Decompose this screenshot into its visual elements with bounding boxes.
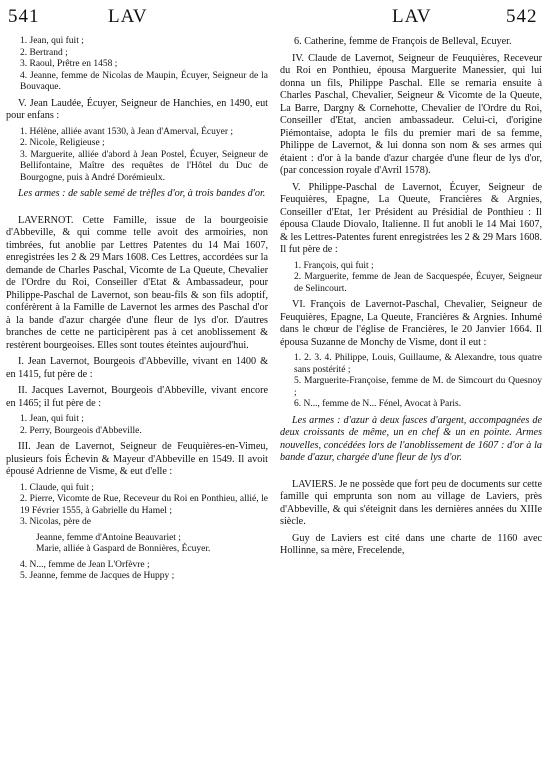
left-column — [6, 36, 268, 764]
children-list-c — [6, 414, 268, 437]
arms-paragraph: Les armes : de sable semé de trèfles d'or, à trois bandes d'or. — [18, 188, 266, 199]
list-item: 2. Perry, Bourgeois d'Abbeville. — [20, 425, 142, 436]
list-item: 6. N..., femme de N... Fénel, Avocat à Paris. — [294, 399, 462, 409]
right-page-number: 542 — [506, 6, 538, 27]
list-item: 1. Hélène, alliée avant 1530, à Jean d'Amerval, Écuyer ; — [20, 126, 233, 137]
generation-iii: III. Jean de Lavernot, Seigneur de Feuquières-en-Vimeu, plusieurs fois Échevin & Mayeur d'Abbeville en 1549. Il avoit épousé Adrienne de Visme, & eut d'elle : — [6, 441, 268, 477]
list-item: 2. Pierre, Vicomte de Rue, Receveur du Roi en Ponthieu, allié, le 19 Février 1555, à Gabrielle du Hamel ; — [20, 494, 268, 516]
laviers-intro: LAVIERS. Je ne possède que fort peu de documents sur cette famille qui emprunta son nom au village de Laviers, près d'Abbeville, & qui s'éteignit dans les dernières années du XIIIe siècle. — [280, 478, 542, 527]
list-item: 4. N..., femme de Jean L'Orfèvre ; — [20, 559, 150, 570]
guy-de-laviers: Guy de Laviers est cité dans une charte de 1160 avec Hollinne, sa mère, Frecelende, — [280, 532, 542, 556]
children-list-b — [6, 127, 268, 185]
list-item: 1. François, qui fuit ; — [294, 260, 374, 271]
right-column — [280, 36, 542, 764]
children-list-e — [6, 560, 268, 583]
list-item: 2. Nicole, Religieuse ; — [20, 138, 105, 148]
list-item: 1. Claude, qui fuit ; — [20, 482, 94, 493]
generation-vi: VI. François de Lavernot-Paschal, Chevalier, Seigneur de Feuquières, Epagne, La Queute, Francières & Argnies. Inhumé dans le chœur de l'église de Francières, le 20 Janvier 1664. Il épousa Suzanne de Monchy de Visme, dont il eut : — [280, 299, 542, 348]
generation-i: I. Jean Lavernot, Bourgeois d'Abbeville, vivant en 1400 & en 1415, fut père de : — [6, 356, 268, 380]
children-list-a — [6, 36, 268, 94]
list-item: 5. Jeanne, femme de Jacques de Huppy ; — [20, 571, 175, 581]
list-item: 6. Catherine, femme de François de Belleval, Écuyer. — [294, 36, 512, 47]
generation-iv: IV. Claude de Lavernot, Seigneur de Feuquières, Receveur du Roi en Ponthieu, épousa Marguerite Manessier, qui lui donna un fils, Philippe Paschal. Elle se remaria ensuite à Charles Paschal, Chevalier, Seigneur & Vicomte de la Queute, La Barre, Dargny & Cornehotte, Chevalier de l'Ordre du Roi, Conseiller d'Etat, ancien ambassadeur. Celui-ci, d'origine Piémontaise, adopta le fils du premier mari de sa femme, Philippe de Lavernot, & lui donna son nom & ses armes qui étaient : d'or à la bande d'azur chargée d'une fleur de lys d'or, (par concession royale d'Avril 1578). — [280, 52, 542, 176]
list-item: Marie, alliée à Gaspard de Bonnières, Écuyer. — [36, 544, 211, 554]
right-running-head: LAV — [392, 6, 432, 27]
list-item: 5. Marguerite-Françoise, femme de M. de Simcourt du Quesnoy ; — [294, 376, 542, 398]
generation-v-right: V. Philippe-Paschal de Lavernot, Écuyer, Seigneur de Feuquières, Epagne, La Queute, Francières & Argnies, Conseiller d'Etat, 1er Président au Présidial de Ponthieu : Il épousa Claude Diovalo, Italienne. Il fut anobli le 14 Mai 1607, & les Lettres-Patentes furent enregistrées les 2 & 29 Mars 1608. Il fut père de : — [280, 181, 542, 255]
list-item: 3. Marguerite, alliée d'abord à Jean Postel, Écuyer, Seigneur de Bellifontaine, Maître des requêtes de l'Hôtel du Duc de Bourgogne, puis à André Dorémieulx. — [20, 149, 268, 183]
generation-v: V. Jean Laudée, Écuyer, Seigneur de Hanchies, en 1490, eut pour enfans : — [6, 97, 268, 121]
list-item: Jeanne, femme d'Antoine Beauvariet ; — [36, 532, 181, 543]
children-list-g — [280, 353, 542, 411]
grandchildren-list — [6, 533, 268, 556]
lavernot-intro: LAVERNOT. Cette Famille, issue de la bourgeoisie d'Abbeville, & qui comme telle avoit des armoiries, non timbrées, fut anoblie par Lettres Patentes du 14 Mai 1607, enregistrées les 2 & 29 Mars 1608. Ces Lettres, accordées sur la demande de Charles Paschal, Vicomte de La Queute, Chevalier de l'Ordre du Roi, Conseiller d'Etat & Ambassadeur, pour Philippe-Paschal de Lavernot, son beau-fils & son fils adoptif, conférèrent à la Famille de Lavernot les armes des Paschal d'or à la bande d'azur chargée d'une fleur de lys d'or. D'autres branches de cette ne participèrent pas à cet anoblissement & restèrent bourgeoises. Elles sont toutes éteintes aujourd'hui. — [6, 214, 268, 351]
list-item: 1. Jean, qui fuit ; — [20, 414, 84, 424]
list-item: 3. Nicolas, père de — [20, 517, 91, 527]
left-running-head: LAV — [108, 6, 148, 27]
list-item: 4. Jeanne, femme de Nicolas de Maupin, Écuyer, Seigneur de la Bouvaque. — [20, 70, 268, 92]
list-item: 1. 2. 3. 4. Philippe, Louis, Guillaume, & Alexandre, tous quatre sans postérité ; — [294, 353, 542, 375]
generation-ii: II. Jacques Lavernot, Bourgeois d'Abbeville, vivant encore en 1465; il fut père de : — [6, 385, 268, 409]
children-list-d — [6, 483, 268, 529]
left-page-number: 541 — [8, 6, 40, 27]
list-item: 2. Bertrand ; — [20, 47, 68, 58]
list-item: 2. Marguerite, femme de Jean de Sacquespée, Écuyer, Seigneur de Selincourt. — [294, 272, 542, 294]
list-item: 1. Jean, qui fuit ; — [20, 36, 84, 46]
arms-paragraph-2: Les armes : d'azur à deux fasces d'argent, accompagnées de deux croissants de même, un en chef & un en pointe. Armes nouvelles, concédées lors de l'anoblissement de 1607 : d'or à la bande d'azur, chargée d'une fleur de lys d'or. — [280, 414, 542, 463]
list-item: 3. Raoul, Prêtre en 1458 ; — [20, 59, 118, 69]
children-list-f — [280, 261, 542, 296]
